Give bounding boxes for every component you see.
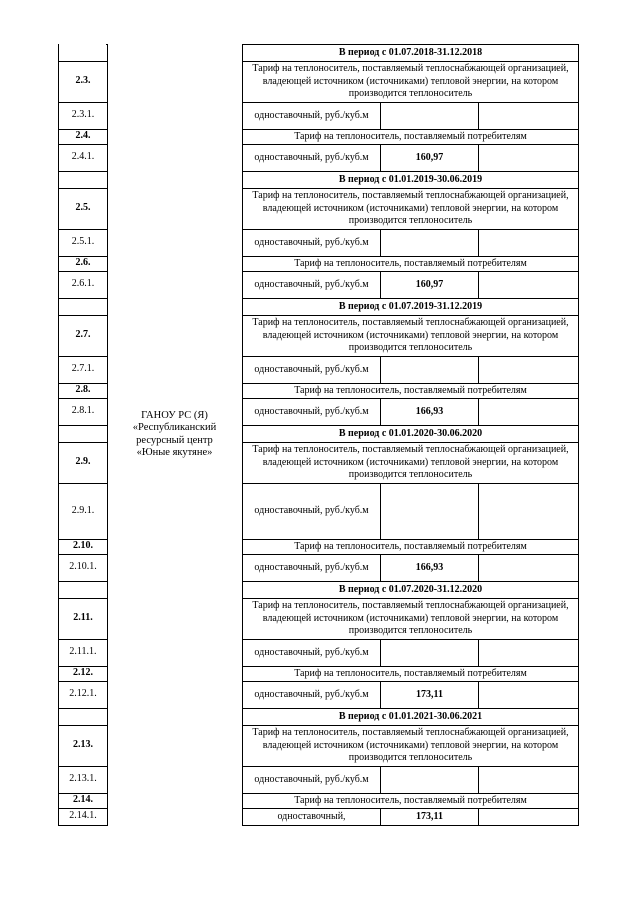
supplier-tariff-label: Тариф на теплоноситель, поставляемый теплоснабжающей организацией, владеющей источником (источниками) тепловой энергии, на котором производится теплоноситель [242, 188, 579, 230]
row-number: 2.7.1. [58, 356, 108, 384]
rate-type-label: одноставочный, руб./куб.м [242, 554, 381, 582]
tariff-value-empty [380, 356, 479, 384]
supplier-tariff-label: Тариф на теплоноситель, поставляемый теплоснабжающей организацией, владеющей источником (источниками) тепловой энергии, на котором производится теплоноситель [242, 598, 579, 640]
row-number: 2.8. [58, 383, 108, 399]
period-header: В период с 01.07.2019-31.12.2019 [242, 298, 579, 316]
row-number: 2.11.1. [58, 639, 108, 667]
empty-cell [478, 681, 579, 709]
row-number: 2.14.1. [58, 808, 108, 826]
consumer-tariff-label: Тариф на теплоноситель, поставляемый потребителям [242, 539, 579, 555]
row-number: 2.10. [58, 539, 108, 555]
row-number: 2.12. [58, 666, 108, 682]
row-number: 2.4.1. [58, 144, 108, 172]
tariff-value: 166,93 [380, 398, 479, 426]
tariff-value: 160,97 [380, 144, 479, 172]
rate-type-label: одноставочный, руб./куб.м [242, 766, 381, 794]
rate-type-label: одноставочный, руб./куб.м [242, 398, 381, 426]
rate-type-label: одноставочный, руб./куб.м [242, 356, 381, 384]
tariff-value: 166,93 [380, 554, 479, 582]
consumer-tariff-label: Тариф на теплоноситель, поставляемый потребителям [242, 666, 579, 682]
tariff-value: 173,11 [380, 681, 479, 709]
period-header: В период с 01.07.2020-31.12.2020 [242, 581, 579, 599]
rate-type-label: одноставочный, руб./куб.м [242, 639, 381, 667]
row-number-empty [58, 708, 108, 726]
row-number: 2.7. [58, 315, 108, 357]
consumer-tariff-label: Тариф на теплоноситель, поставляемый потребителям [242, 793, 579, 809]
period-header: В период с 01.01.2021-30.06.2021 [242, 708, 579, 726]
organization-line: «Республиканский [132, 422, 217, 433]
period-header: В период с 01.01.2020-30.06.2020 [242, 425, 579, 443]
row-number: 2.9. [58, 442, 108, 484]
tariff-value-empty [380, 102, 479, 130]
rate-type-label: одноставочный, руб./куб.м [242, 271, 381, 299]
row-number: 2.10.1. [58, 554, 108, 582]
consumer-tariff-label: Тариф на теплоноситель, поставляемый потребителям [242, 129, 579, 145]
row-number-empty [58, 425, 108, 443]
row-number: 2.13. [58, 725, 108, 767]
empty-cell [478, 808, 579, 826]
consumer-tariff-label: Тариф на теплоноситель, поставляемый потребителям [242, 256, 579, 272]
empty-cell [478, 356, 579, 384]
row-number: 2.5. [58, 188, 108, 230]
empty-cell [478, 144, 579, 172]
row-number-empty [58, 44, 108, 62]
row-number-empty [58, 581, 108, 599]
empty-cell [478, 271, 579, 299]
empty-cell [478, 766, 579, 794]
supplier-tariff-label: Тариф на теплоноситель, поставляемый теплоснабжающей организацией, владеющей источником (источниками) тепловой энергии, на котором производится теплоноситель [242, 61, 579, 103]
tariff-value-empty [380, 766, 479, 794]
consumer-tariff-label: Тариф на теплоноситель, поставляемый потребителям [242, 383, 579, 399]
supplier-tariff-label: Тариф на теплоноситель, поставляемый теплоснабжающей организацией, владеющей источником (источниками) тепловой энергии, на котором производится теплоноситель [242, 315, 579, 357]
supplier-tariff-label: Тариф на теплоноситель, поставляемый теплоснабжающей организацией, владеющей источником (источниками) тепловой энергии, на котором производится теплоноситель [242, 725, 579, 767]
row-number: 2.12.1. [58, 681, 108, 709]
empty-cell [478, 398, 579, 426]
row-number: 2.8.1. [58, 398, 108, 426]
row-number: 2.5.1. [58, 229, 108, 257]
rate-type-label: одноставочный, руб./куб.м [242, 483, 381, 540]
organization-line: «Юные якутяне» [136, 447, 213, 458]
row-number: 2.3. [58, 61, 108, 103]
row-number: 2.6.1. [58, 271, 108, 299]
row-number: 2.4. [58, 129, 108, 145]
organization-name [107, 44, 242, 825]
tariff-value-empty [380, 483, 479, 540]
empty-cell [478, 554, 579, 582]
empty-cell [478, 102, 579, 130]
row-number: 2.6. [58, 256, 108, 272]
period-header: В период с 01.01.2019-30.06.2019 [242, 171, 579, 189]
row-number: 2.13.1. [58, 766, 108, 794]
period-header: В период с 01.07.2018-31.12.2018 [242, 44, 579, 62]
row-number: 2.9.1. [58, 483, 108, 540]
tariff-value-empty [380, 229, 479, 257]
row-number: 2.3.1. [58, 102, 108, 130]
row-number: 2.14. [58, 793, 108, 809]
rate-type-label: одноставочный, [242, 808, 381, 826]
rate-type-label: одноставочный, руб./куб.м [242, 229, 381, 257]
row-number: 2.11. [58, 598, 108, 640]
empty-cell [478, 229, 579, 257]
tariff-value: 173,11 [380, 808, 479, 826]
empty-cell [478, 483, 579, 540]
supplier-tariff-label: Тариф на теплоноситель, поставляемый теплоснабжающей организацией, владеющей источником (источниками) тепловой энергии, на котором производится теплоноситель [242, 442, 579, 484]
rate-type-label: одноставочный, руб./куб.м [242, 681, 381, 709]
rate-type-label: одноставочный, руб./куб.м [242, 102, 381, 130]
tariff-value: 160,97 [380, 271, 479, 299]
tariff-value-empty [380, 639, 479, 667]
row-number-empty [58, 298, 108, 316]
rate-type-label: одноставочный, руб./куб.м [242, 144, 381, 172]
organization-line: ГАНОУ РС (Я) [141, 409, 208, 421]
empty-cell [478, 639, 579, 667]
row-number-empty [58, 171, 108, 189]
organization-line: ресурсный центр [136, 434, 213, 446]
